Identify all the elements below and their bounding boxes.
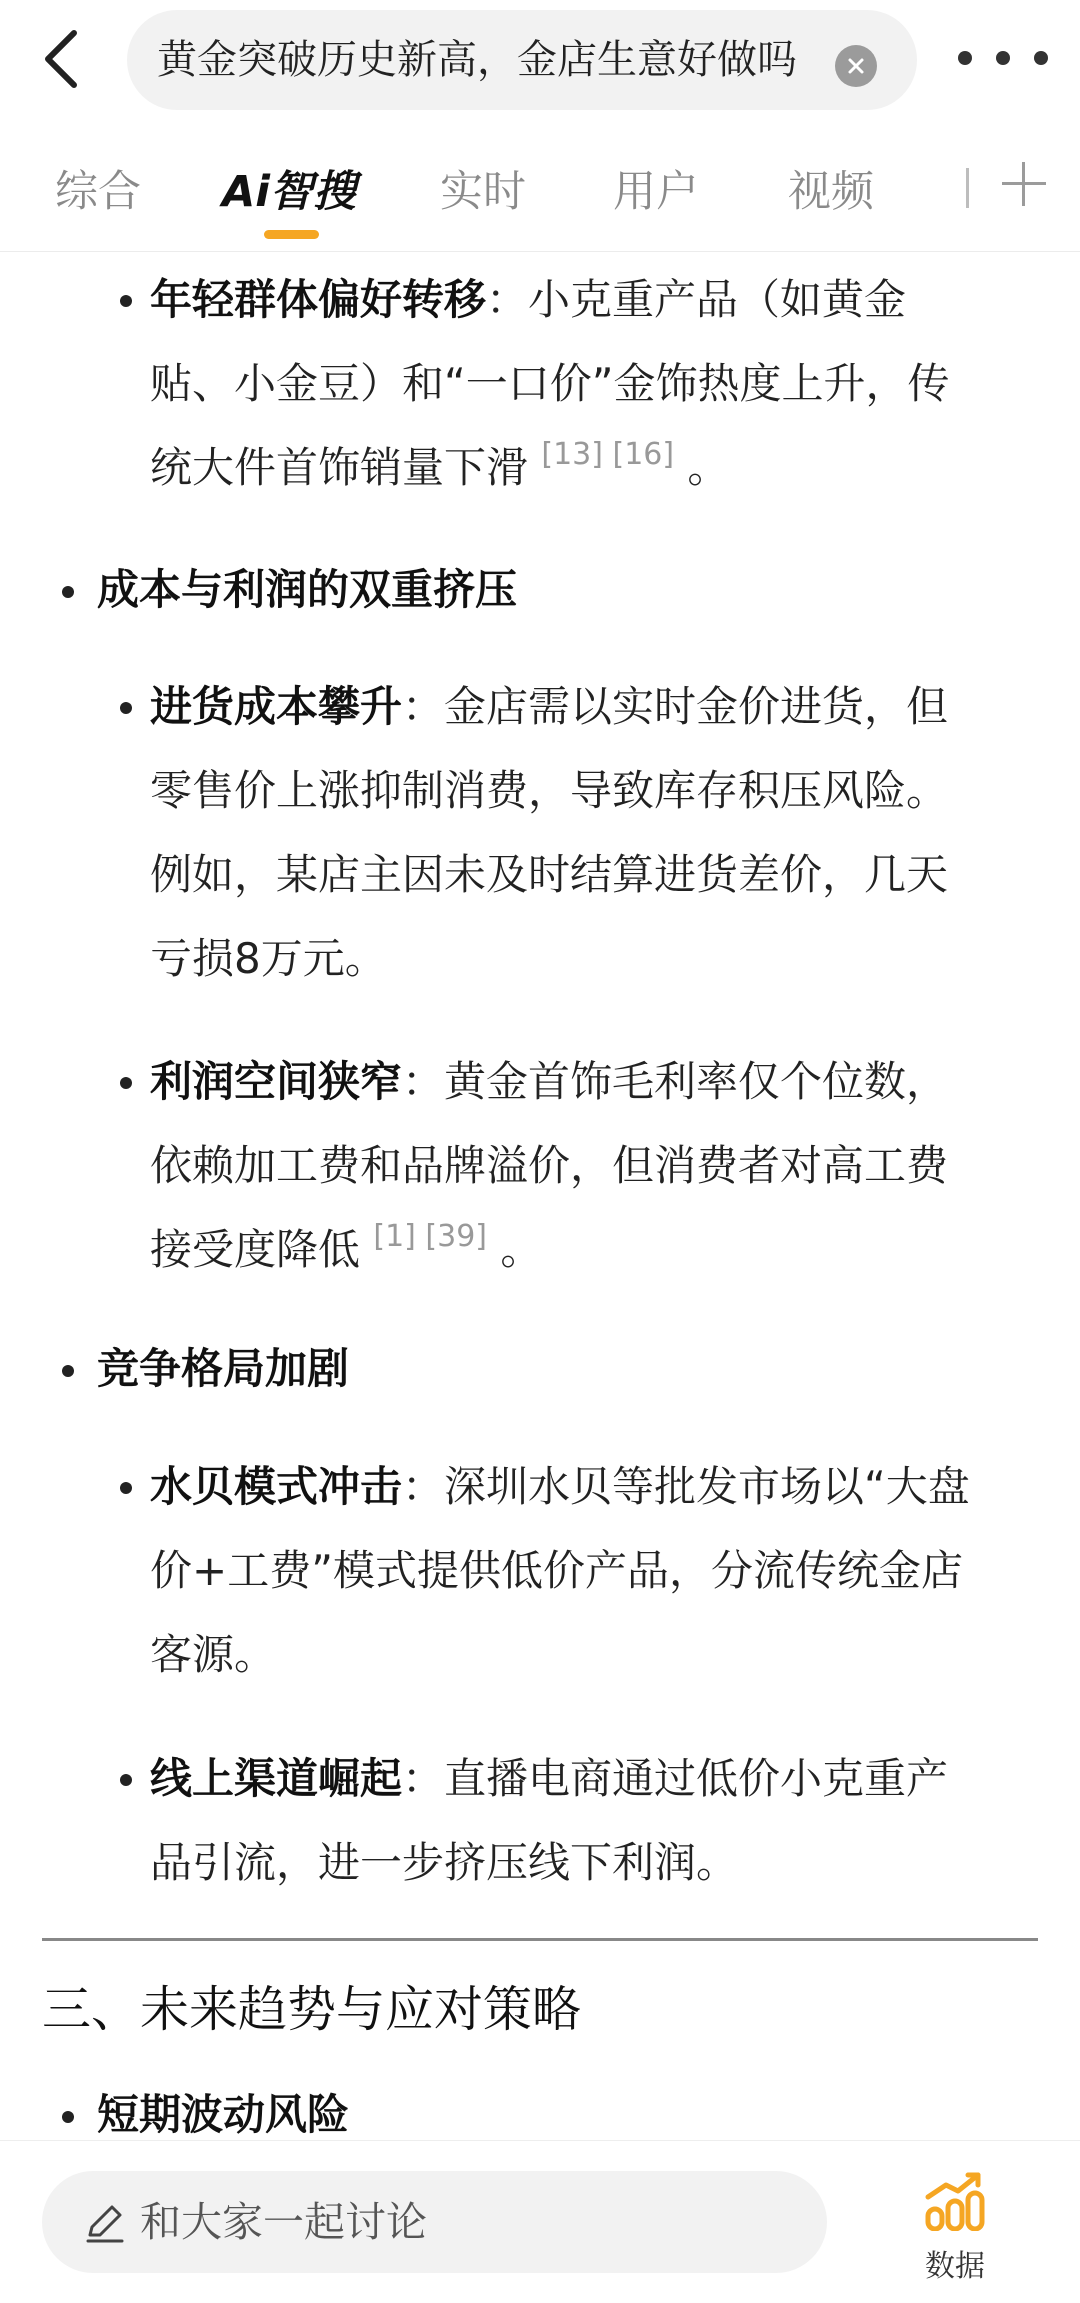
list-item-text: 年轻群体偏好转移：小克重产品（如黄金 (150, 275, 907, 324)
list-item-text: 零售价上涨抑制消费，导致库存积压风险。 (150, 766, 949, 815)
search-query-text: 黄金突破历史新高，金店生意好做吗 (157, 37, 797, 83)
citation-link[interactable]: [1] [39] (373, 1219, 487, 1254)
active-tab-indicator (264, 230, 319, 239)
add-tab-button[interactable] (1000, 160, 1048, 208)
list-item-text: 亏损8万元。 (150, 934, 387, 983)
list-item-text: 水贝模式冲击：深圳水贝等批发市场以“大盘 (150, 1462, 970, 1511)
section-title: 成本与利润的双重挤压 (97, 565, 518, 614)
list-item-text: 线上渠道崛起：直播电商通过低价小克重产 (150, 1754, 949, 1803)
clear-search-button[interactable] (835, 45, 877, 87)
bullet-icon (120, 1482, 132, 1494)
discussion-input[interactable] (42, 2171, 827, 2273)
tab-videos[interactable]: 视频 (788, 167, 874, 217)
bullet-icon (120, 295, 132, 307)
citation-link[interactable]: [13] [16] (541, 437, 675, 472)
tab-separator (966, 168, 969, 208)
list-item-text: 客源。 (150, 1630, 277, 1679)
tab-comprehensive[interactable]: 综合 (55, 167, 141, 217)
pencil-icon (82, 2199, 128, 2245)
list-item-text: 接受度降低 [1] [39] 。 (150, 1219, 543, 1274)
chevron-left-icon (40, 29, 80, 89)
divider (42, 1938, 1038, 1941)
chart-icon (924, 2171, 986, 2231)
list-item-text: 进货成本攀升：金店需以实时金价进货，但 (150, 682, 949, 731)
bullet-icon (120, 702, 132, 714)
tab-ai-search[interactable]: Ai智搜 (222, 167, 357, 217)
list-item-text: 贴、小金豆）和“一口价”金饰热度上升，传 (150, 359, 950, 408)
search-input[interactable] (127, 10, 917, 110)
top-bar (0, 0, 1080, 118)
discussion-placeholder: 和大家一起讨论 (140, 2198, 427, 2246)
list-item-text: 利润空间狭窄：黄金首饰毛利率仅个位数， (150, 1057, 949, 1106)
bullet-icon (62, 2111, 74, 2123)
list-item-text: 例如，某店主因未及时结算进货差价，几天 (150, 850, 949, 899)
list-item-text: 统大件首饰销量下滑 [13] [16] 。 (150, 437, 730, 492)
bullet-icon (62, 1365, 74, 1377)
tab-bar (0, 118, 1080, 252)
list-item-text: 品引流，进一步挤压线下利润。 (150, 1838, 739, 1887)
bullet-icon (62, 586, 74, 598)
bullet-icon (120, 1774, 132, 1786)
section-title: 竞争格局加剧 (97, 1344, 350, 1393)
bullet-icon (120, 1077, 132, 1089)
back-button[interactable] (30, 24, 90, 94)
list-item-text: 价+工费”模式提供低价产品，分流传统金店 (150, 1546, 963, 1595)
bottom-bar (0, 2140, 1080, 2303)
dot-icon (996, 51, 1010, 65)
list-item-text: 依赖加工费和品牌溢价，但消费者对高工费 (150, 1141, 949, 1190)
section-title: 短期波动风险 (97, 2090, 350, 2139)
close-icon (846, 56, 866, 76)
section-heading: 三、未来趋势与应对策略 (42, 1981, 582, 2038)
data-button[interactable] (900, 2171, 1010, 2291)
dot-icon (1034, 51, 1048, 65)
data-button-label: 数据 (925, 2249, 985, 2284)
more-options-button[interactable] (958, 38, 1048, 78)
dot-icon (958, 51, 972, 65)
tab-realtime[interactable]: 实时 (440, 167, 526, 217)
tab-users[interactable]: 用户 (613, 167, 699, 217)
